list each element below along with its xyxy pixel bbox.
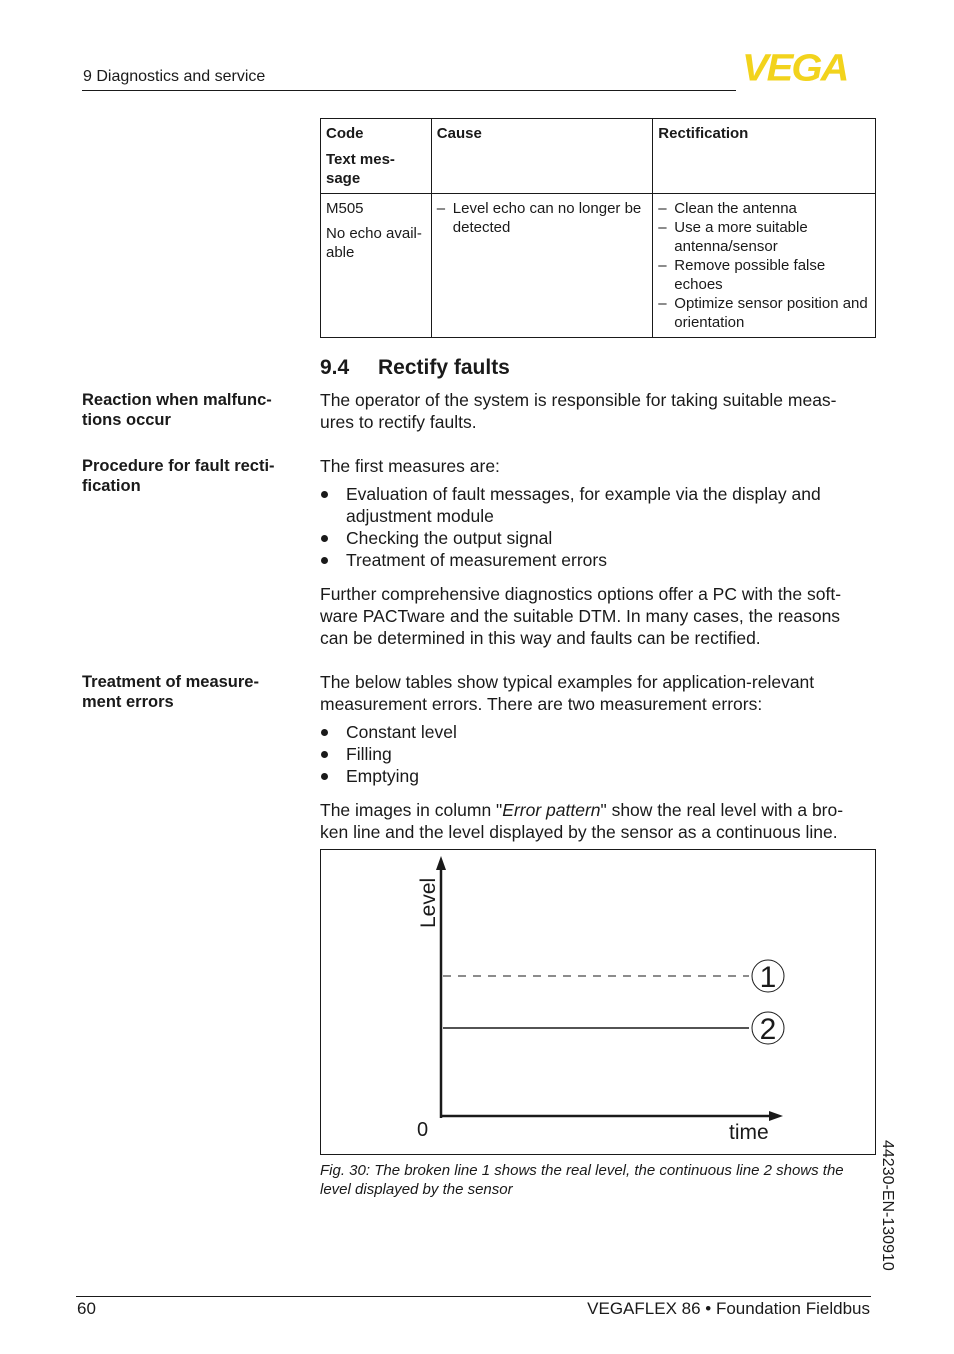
section-title: Rectify faults xyxy=(378,356,510,379)
paragraph: Further comprehensive diagnostics options offer a PC with the soft-ware PACTware and the suitable DTM. In many cases, the reasons can be determined in this way and faults can be rectified. xyxy=(320,584,842,648)
header-cell-rectification xyxy=(653,119,876,194)
paragraph xyxy=(320,799,865,843)
list-item: – Optimize sensor position and orientation xyxy=(658,294,870,332)
page-number: 60 xyxy=(77,1299,96,1318)
header-cell-code xyxy=(321,119,432,194)
document-code: 44230-EN-130910 xyxy=(879,1140,896,1271)
list-item: Evaluation of fault messages, for example via the display and adjustment module xyxy=(320,483,865,527)
figure-caption: Fig. 30: The broken line 1 shows the real level, the continuous line 2 shows the level displayed by the sensor xyxy=(320,1162,844,1198)
table-header-row xyxy=(321,119,876,194)
treatment-text xyxy=(320,671,865,843)
procedure-text xyxy=(320,455,865,649)
list-item: – Use a more suitable antenna/sensor xyxy=(658,218,870,256)
header-text-message: Text mes- sage xyxy=(326,151,395,187)
section-number: 9.4 xyxy=(320,356,350,379)
header-rectification: Rectification xyxy=(658,125,749,142)
cell-cause xyxy=(431,194,653,338)
side-label-treatment: Treatment of measure- ment errors xyxy=(82,673,259,711)
side-label-procedure: Procedure for fault recti- fication xyxy=(82,457,275,495)
error-code: M505 xyxy=(326,200,364,217)
side-label-reaction: Reaction when malfunc- tions occur xyxy=(82,391,272,429)
paragraph: The operator of the system is responsible for taking suitable meas-ures to rectify faults. xyxy=(320,390,837,432)
text-run-italic: Error pattern xyxy=(502,800,601,820)
product-name: VEGAFLEX 86 • Foundation Fieldbus xyxy=(587,1299,870,1318)
running-header: 9 Diagnostics and service xyxy=(83,68,266,85)
logo-text: VEGA xyxy=(742,47,848,89)
level-diagram xyxy=(320,849,876,1155)
footer-rule xyxy=(76,1296,871,1297)
cell-rectification xyxy=(653,194,876,338)
table-row xyxy=(321,194,876,338)
marker-2: 2 xyxy=(759,1013,777,1046)
x-axis-label: time xyxy=(729,1121,769,1144)
error-text-message: No echo avail- able xyxy=(326,225,422,261)
list-item: Emptying xyxy=(320,765,865,787)
treatment-bullets xyxy=(320,721,865,787)
section-heading xyxy=(320,356,510,380)
header-cause: Cause xyxy=(436,125,482,142)
header-cell-cause xyxy=(431,119,653,194)
list-item: Checking the output signal xyxy=(320,527,865,549)
list-item: Filling xyxy=(320,743,865,765)
list-item: – Level echo can no longer be detected xyxy=(437,199,648,237)
rectification-list xyxy=(658,199,870,332)
error-code-table xyxy=(320,118,876,338)
cell-code xyxy=(321,194,432,338)
level-diagram-svg xyxy=(321,850,875,1154)
text-run: " show the real level with a bro-ken line and the level displayed by the sensor as a continuous line. xyxy=(320,800,844,842)
x-axis-arrow xyxy=(769,1111,783,1121)
y-axis-arrow xyxy=(436,856,446,870)
origin-label: 0 xyxy=(417,1119,429,1141)
list-item: Treatment of measurement errors xyxy=(320,549,865,571)
paragraph: The first measures are: xyxy=(320,456,500,476)
reaction-text xyxy=(320,389,865,433)
paragraph: The below tables show typical examples for application-relevant measurement errors. There are two measurement errors: xyxy=(320,672,815,714)
vega-logo xyxy=(742,47,872,89)
header-code: Code xyxy=(326,125,364,142)
text-run: The images in column " xyxy=(320,800,503,820)
list-item: – Remove possible false echoes xyxy=(658,256,870,294)
header-rule xyxy=(82,90,736,91)
y-axis-label: Level xyxy=(417,877,440,928)
marker-1: 1 xyxy=(759,961,777,994)
cause-list xyxy=(437,199,648,237)
list-item: Constant level xyxy=(320,721,865,743)
procedure-bullets xyxy=(320,483,865,571)
list-item: – Clean the antenna xyxy=(658,199,870,218)
